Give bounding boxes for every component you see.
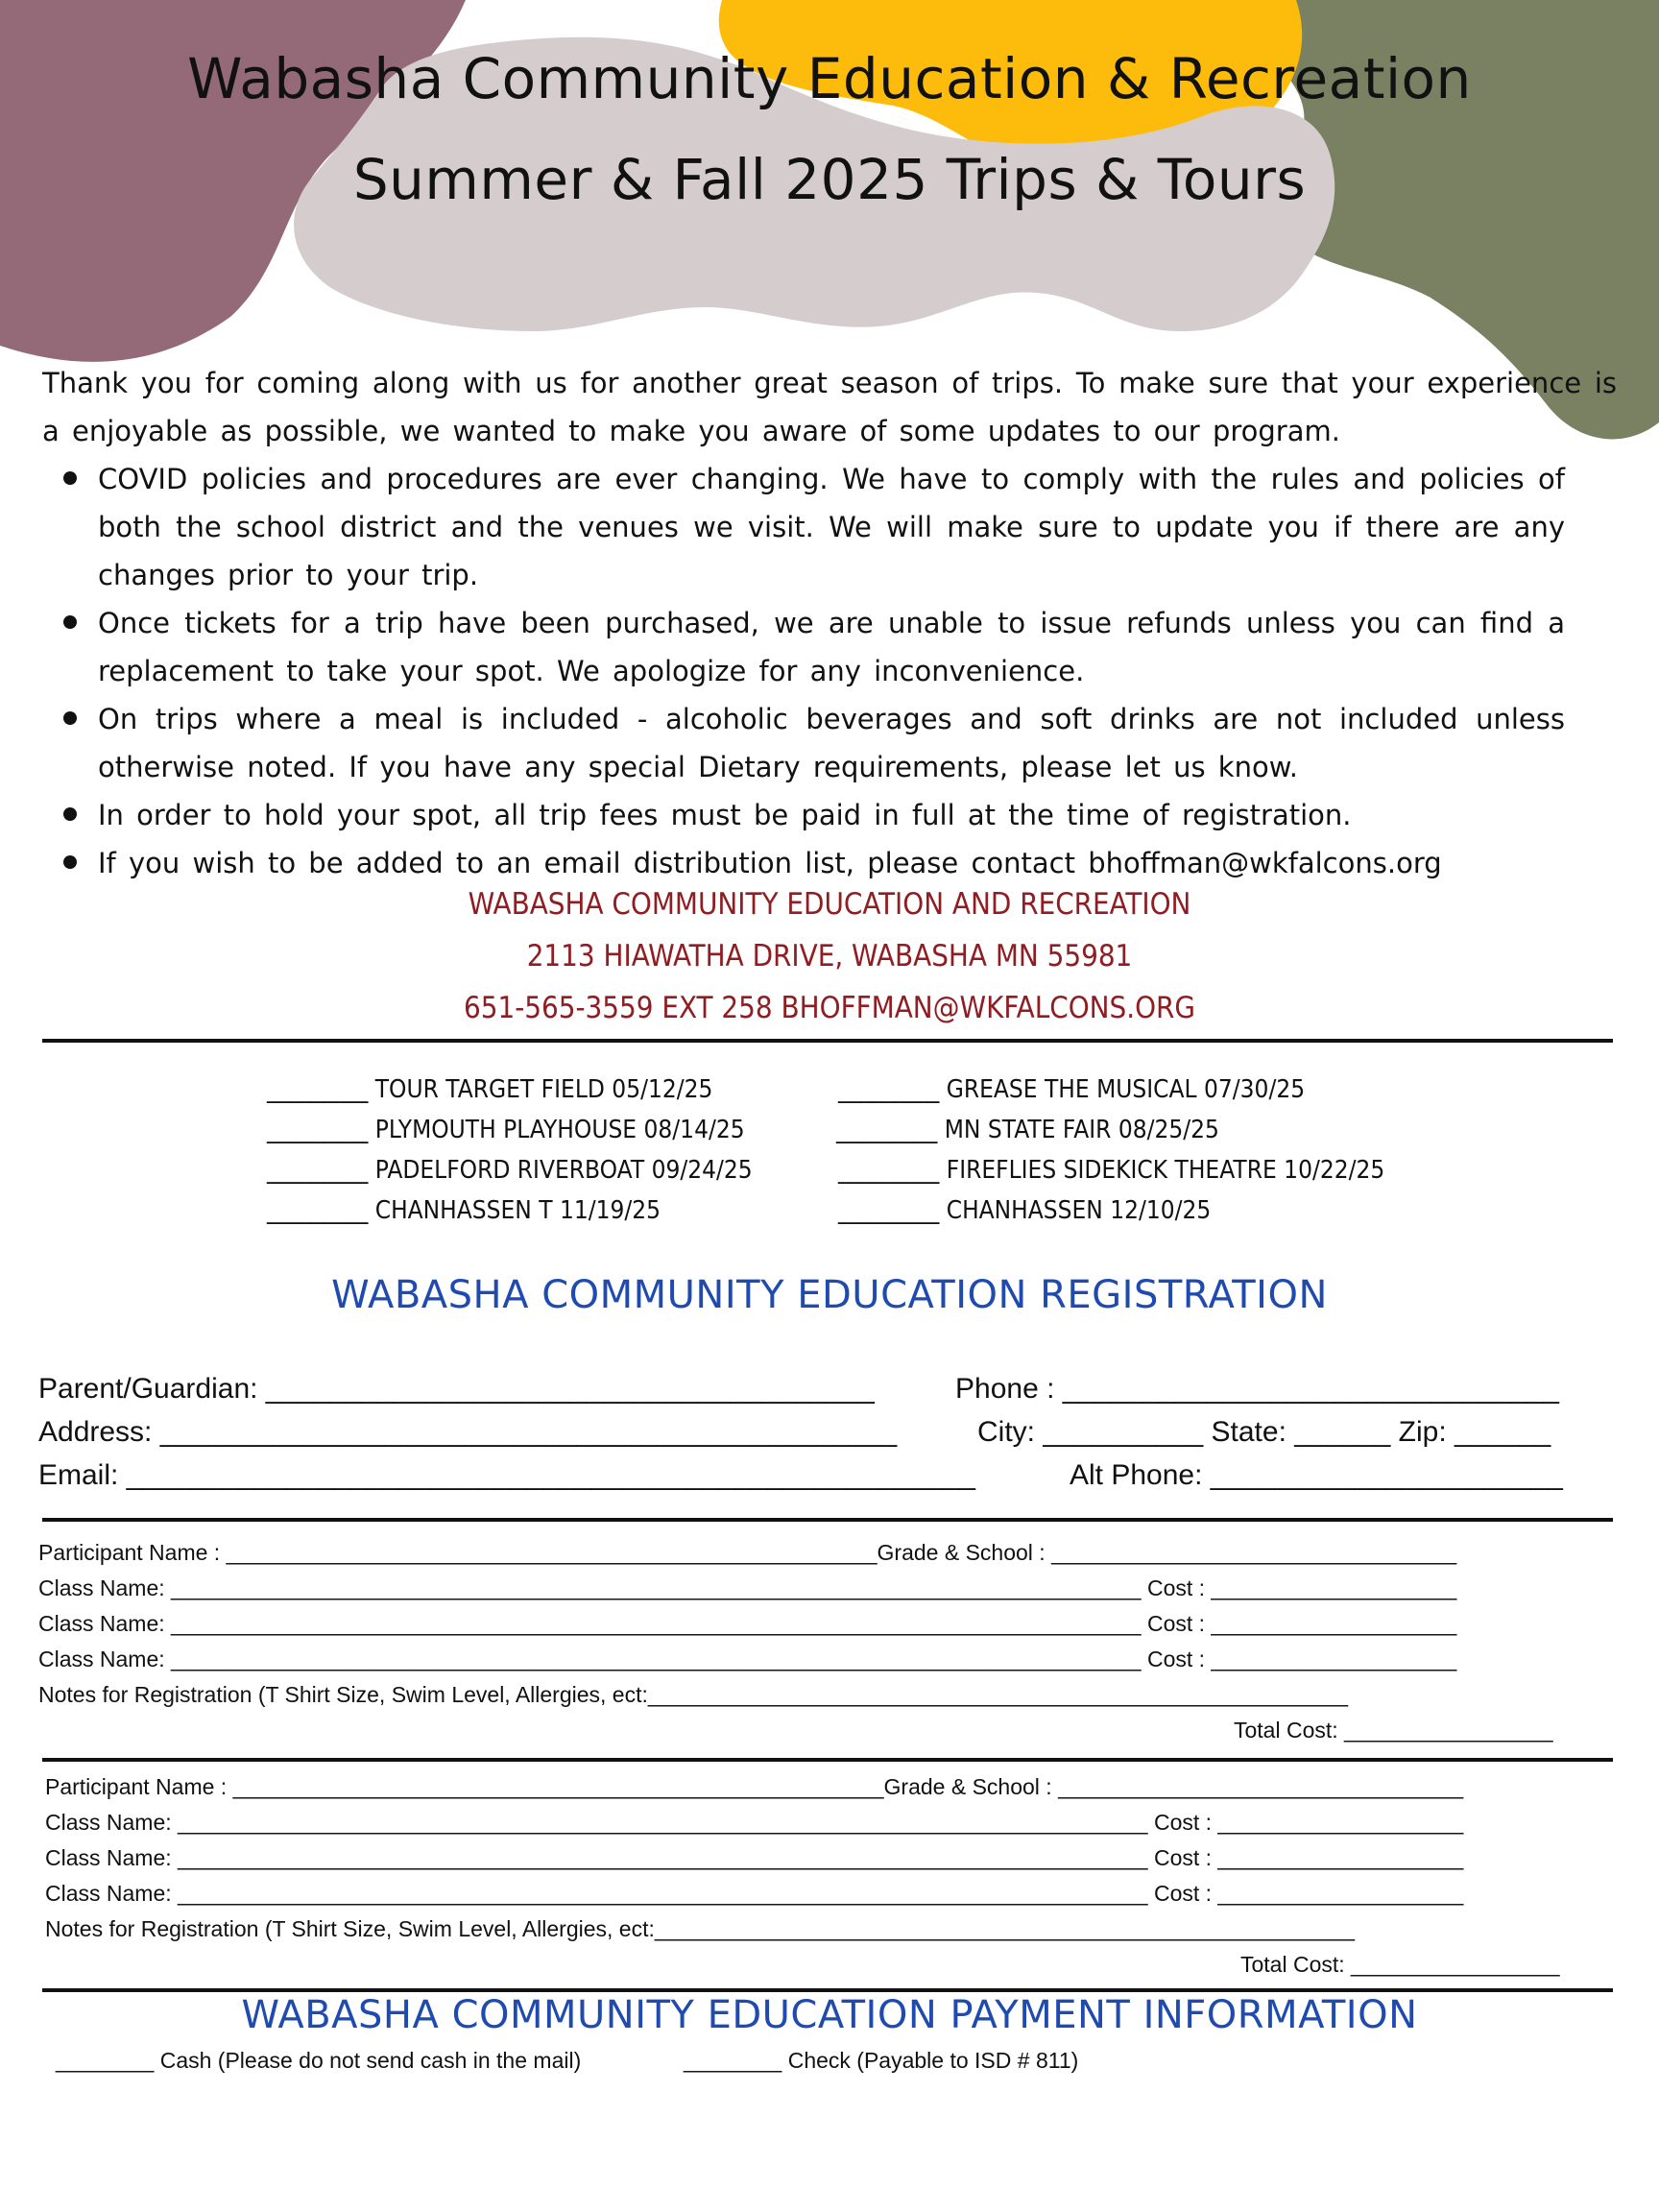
- bullet-dot: [63, 807, 77, 821]
- registration-heading: WABASHA COMMUNITY EDUCATION REGISTRATION: [331, 1273, 1328, 1317]
- class-name-field[interactable]: Class Name: _______________________________________________________________________________ Cost : ____________________: [45, 1881, 1464, 1906]
- total-cost-field[interactable]: Total Cost: _________________: [1240, 1952, 1560, 1977]
- bullet-dot: [63, 471, 77, 485]
- policy-bullet-text: On trips where a meal is included - alcoholic beverages and soft drinks are not included unless otherwise noted. If you have any special Dietary requirements, please let us know.: [98, 703, 1565, 783]
- parent-guardian-field[interactable]: Parent/Guardian: ______________________________________: [38, 1373, 875, 1405]
- participant-name-field[interactable]: Participant Name : _____________________________________________________Grade & School : _________________________________: [45, 1774, 1464, 1799]
- policy-bullet-text: Once tickets for a trip have been purchased, we are unable to issue refunds unless you can find a replacement to take your spot. We apologize for any inconvenience.: [98, 607, 1565, 687]
- page-title-line-1: Wabasha Community Education & Recreation: [187, 46, 1472, 111]
- section-divider: [42, 1758, 1613, 1762]
- address-field[interactable]: Address: ______________________________________________: [38, 1416, 898, 1448]
- trip-option[interactable]: _________ GREASE THE MUSICAL 07/30/25: [838, 1075, 1306, 1104]
- bullet-dot: [63, 711, 77, 725]
- payment-heading: WABASHA COMMUNITY EDUCATION PAYMENT INFORMATION: [241, 1993, 1418, 2037]
- contact-address: 2113 HIAWATHA DRIVE, WABASHA MN 55981: [526, 939, 1133, 974]
- bullet-dot: [63, 615, 77, 629]
- policy-bullet-list: [58, 455, 1565, 887]
- city-state-zip-field[interactable]: City: __________ State: ______ Zip: ______: [977, 1416, 1551, 1448]
- total-cost-field[interactable]: Total Cost: _________________: [1234, 1718, 1553, 1743]
- class-name-field[interactable]: Class Name: _______________________________________________________________________________ Cost : ____________________: [38, 1611, 1457, 1636]
- contact-phone-email: 651-565-3559 EXT 258 BHOFFMAN@WKFALCONS.ORG: [463, 991, 1196, 1025]
- policy-bullet: [58, 455, 1565, 599]
- trip-option[interactable]: _________ MN STATE FAIR 08/25/25: [836, 1116, 1219, 1144]
- trip-option[interactable]: _________ TOUR TARGET FIELD 05/12/25: [267, 1075, 713, 1104]
- class-name-field[interactable]: Class Name: _______________________________________________________________________________ Cost : ____________________: [45, 1810, 1464, 1835]
- registration-notes-field[interactable]: Notes for Registration (T Shirt Size, Swim Level, Allergies, ect:_________________________________________________________: [45, 1916, 1355, 1941]
- page-title-line-2: Summer & Fall 2025 Trips & Tours: [352, 147, 1307, 212]
- trip-option[interactable]: _________ PADELFORD RIVERBOAT 09/24/25: [267, 1156, 753, 1185]
- policy-bullet: [58, 791, 1565, 839]
- contact-org-name: WABASHA COMMUNITY EDUCATION AND RECREATION: [468, 887, 1191, 922]
- class-name-field[interactable]: Class Name: _______________________________________________________________________________ Cost : ____________________: [45, 1845, 1464, 1870]
- policy-bullet-text: In order to hold your spot, all trip fees must be paid in full at the time of registration.: [98, 799, 1352, 831]
- bullet-dot: [63, 855, 77, 869]
- check-payment-option[interactable]: ________ Check (Payable to ISD # 811): [684, 2048, 1079, 2073]
- policy-bullet: [58, 599, 1565, 695]
- class-name-field[interactable]: Class Name: _______________________________________________________________________________ Cost : ____________________: [38, 1575, 1457, 1600]
- phone-field[interactable]: Phone : _______________________________: [955, 1373, 1559, 1405]
- cash-payment-option[interactable]: ________ Cash (Please do not send cash in the mail): [56, 2048, 582, 2073]
- trip-option[interactable]: _________ PLYMOUTH PLAYHOUSE 08/14/25: [267, 1116, 745, 1144]
- trip-option[interactable]: _________ CHANHASSEN 12/10/25: [838, 1196, 1212, 1225]
- email-field[interactable]: Email: _____________________________________________________: [38, 1459, 975, 1491]
- policy-bullet: [58, 839, 1565, 887]
- registration-notes-field[interactable]: Notes for Registration (T Shirt Size, Swim Level, Allergies, ect:_________________________________________________________: [38, 1682, 1348, 1707]
- participant-name-field[interactable]: Participant Name : _____________________________________________________Grade & School : _________________________________: [38, 1540, 1457, 1565]
- policy-bullet: [58, 695, 1565, 791]
- alt-phone-field[interactable]: Alt Phone: ______________________: [1070, 1459, 1563, 1491]
- section-divider: [42, 1039, 1613, 1043]
- intro-paragraph: Thank you for coming along with us for another great season of trips. To make sure that your experience is a enjoyable as possible, we wanted to make you aware of some updates to our program.: [42, 367, 1617, 447]
- section-divider: [42, 1988, 1613, 1992]
- class-name-field[interactable]: Class Name: _______________________________________________________________________________ Cost : ____________________: [38, 1647, 1457, 1671]
- policy-bullet-text: COVID policies and procedures are ever changing. We have to comply with the rules and policies of both the school district and the venues we visit. We will make sure to update you if there are any changes prior to your trip.: [98, 463, 1565, 591]
- trip-option[interactable]: _________ FIREFLIES SIDEKICK THEATRE 10/22/25: [838, 1156, 1385, 1185]
- policy-bullet-text: If you wish to be added to an email distribution list, please contact bhoffman@wkfalcons.org: [98, 847, 1442, 879]
- trip-option[interactable]: _________ CHANHASSEN T 11/19/25: [267, 1196, 661, 1225]
- section-divider: [42, 1518, 1613, 1522]
